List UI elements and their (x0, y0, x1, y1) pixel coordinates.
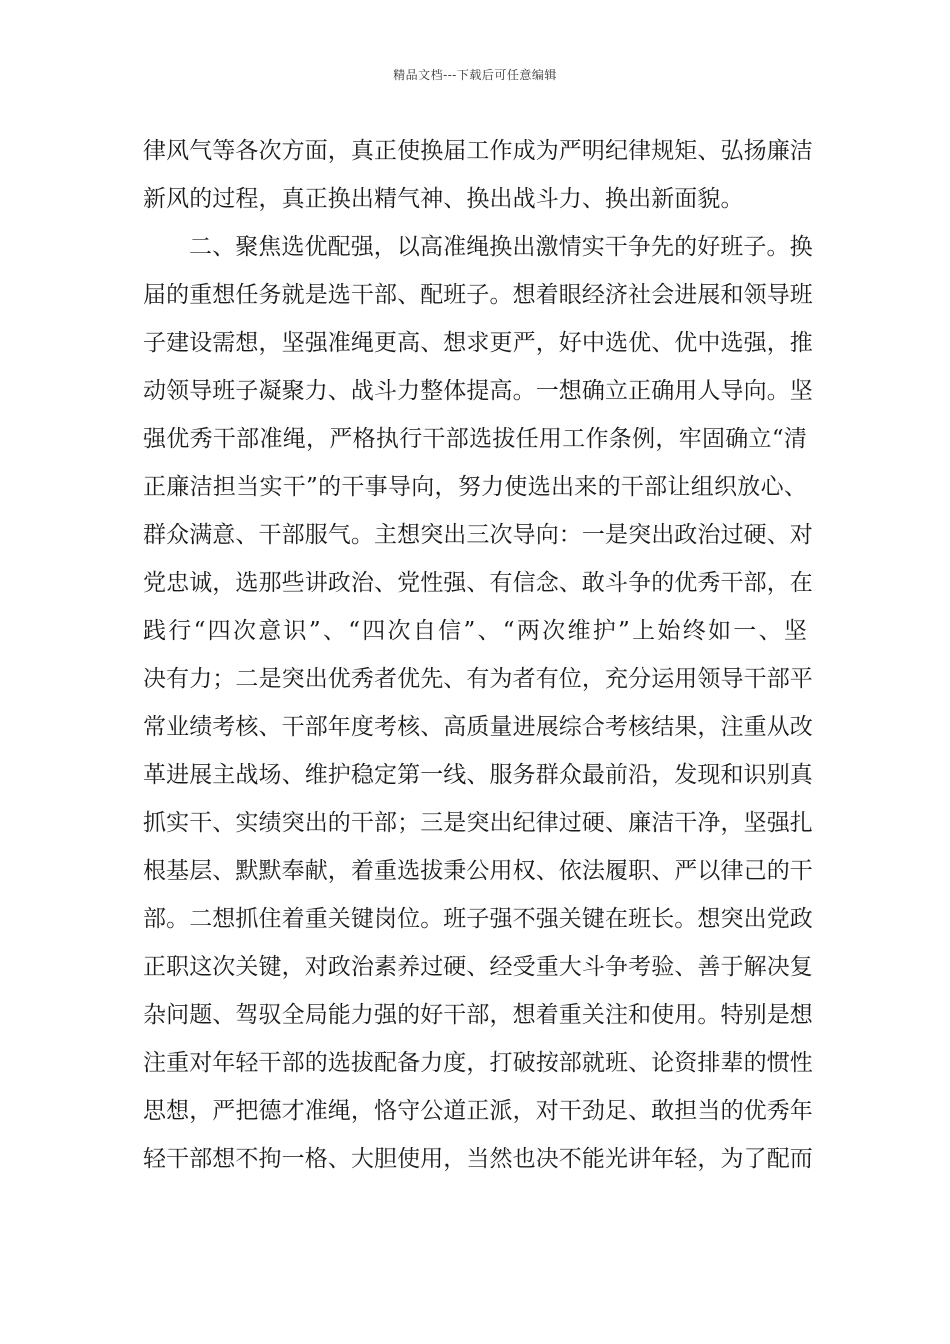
text-line: 根基层、默默奉献，着重选拔秉公用权、依法履职、严以律己的干 (143, 858, 813, 884)
text-line: 正廉洁担当实干”的干事导向，努力使选出来的干部让组织放心、 (143, 474, 807, 500)
text-line: 强优秀干部准绳，严格执行干部选拔任用工作条例，牢固确立“清 (143, 426, 807, 452)
text-line: 部。二想抓住着重关键岗位。班子强不强关键在班长。想突出党政 (143, 906, 813, 932)
text-line: 杂问题、驾驭全局能力强的好干部，想着重关注和使用。特别是想 (143, 1002, 813, 1028)
text-line: 革进展主战场、维护稳定第一线、服务群众最前沿，发现和识别真 (143, 762, 813, 788)
text-line: 群众满意、干部服气。主想突出三次导向：一是突出政治过硬、对 (143, 522, 813, 548)
document-body (143, 127, 813, 1183)
text-line: 常业绩考核、干部年度考核、高质量进展综合考核结果，注重从改 (143, 714, 813, 740)
text-line: 二、聚焦选优配强，以高准绳换出激情实干争先的好班子。换 (189, 234, 813, 260)
text-line: 律风气等各次方面，真正使换届工作成为严明纪律规矩、弘扬廉洁 (143, 138, 813, 164)
text-line: 动领导班子凝聚力、战斗力整体提高。一想确立正确用人导向。坚 (143, 378, 813, 404)
text-line: 践行“四次意识”、“四次自信”、“两次维护”上始终如一、坚 (143, 618, 807, 644)
text-line: 正职这次关键，对政治素养过硬、经受重大斗争考验、善于解决复 (143, 954, 813, 980)
text-line: 决有力；二是突出优秀者优先、有为者有位，充分运用领导干部平 (143, 666, 813, 692)
text-line: 子建设需想，坚强准绳更高、想求更严，好中选优、优中选强，推 (143, 330, 813, 356)
text-line: 届的重想任务就是选干部、配班子。想着眼经济社会进展和领导班 (143, 282, 813, 308)
page-header: 精品文档---下载后可任意编辑 (393, 68, 557, 82)
text-line: 党忠诚，选那些讲政治、党性强、有信念、敢斗争的优秀干部，在 (143, 570, 813, 596)
text-line: 思想，严把德才准绳，恪守公道正派，对干劲足、敢担当的优秀年 (143, 1098, 813, 1124)
text-line: 新风的过程，真正换出精气神、换出战斗力、换出新面貌。 (143, 186, 744, 212)
text-line: 轻干部想不拘一格、大胆使用，当然也决不能光讲年轻，为了配而 (143, 1146, 813, 1172)
text-line: 抓实干、实绩突出的干部；三是突出纪律过硬、廉洁干净，坚强扎 (143, 810, 813, 836)
text-line: 注重对年轻干部的选拔配备力度，打破按部就班、论资排辈的惯性 (143, 1050, 813, 1076)
